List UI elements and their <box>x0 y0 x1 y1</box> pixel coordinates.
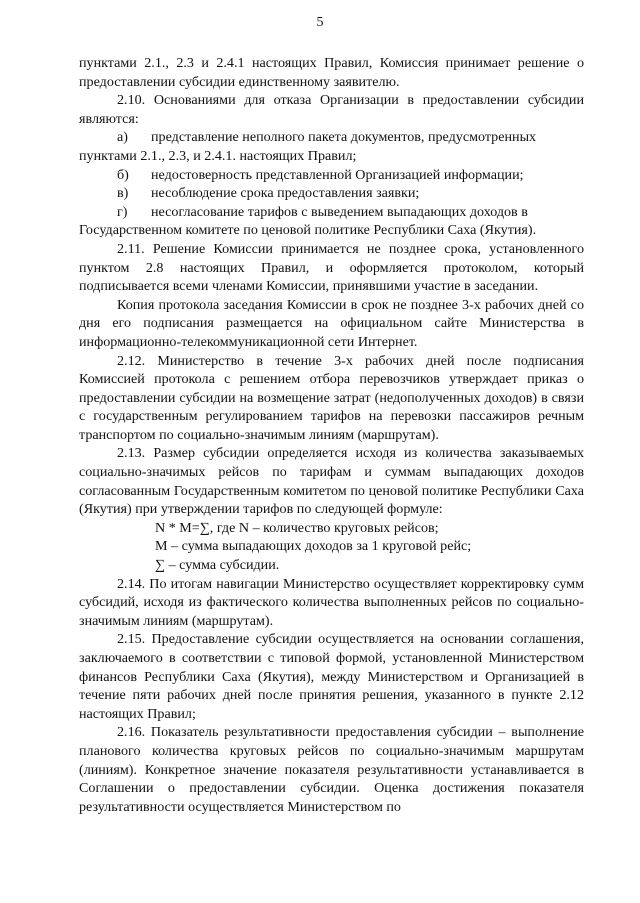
formula-line: N * M=∑, где N – количество круговых рейсов; <box>155 519 439 536</box>
paragraph-2-9-end: пунктами 2.1., 2.3 и 2.4.1 настоящих Правил, Комиссия принимает решение о предоставлении субсидии единственному заявителю. <box>79 55 584 90</box>
paragraph-2-11: 2.11. Решение Комиссии принимается не позднее срока, установленного пунктом 2.8 настоящих Правил, и оформляется протоколом, который подписывается всеми членами Комиссии, принявшими участие в заседании. <box>79 240 584 295</box>
formula-line: М – сумма выпадающих доходов за 1 круговой рейс; <box>155 538 472 555</box>
formula-line: ∑ – сумма субсидии. <box>155 557 280 574</box>
paragraph-2-15: 2.15. Предоставление субсидии осуществляется на основании соглашения, заключаемого в соответствии с типовой формой, установленной Министерством финансов Республики Саха (Якутия), между Министерством и Организацией в течение пяти рабочих дней после принятия решения, указанного в пункте 2.12 настоящих Правил; <box>79 631 584 722</box>
list-item-continuation: пунктами 2.1., 2.3, и 2.4.1. настоящих Правил; <box>79 147 357 164</box>
paragraph-2-13: 2.13. Размер субсидии определяется исходя из количества заказываемых социально-значимых рейсов по тарифам и суммам выпадающих доходов согласованным Государственным комитетом по ценовой политике Республики Саха (Якутия) при утверждении тарифов по следующей формуле: <box>79 445 584 518</box>
list-item-text: несогласование тарифов с выведением выпадающих доходов в <box>151 203 528 220</box>
list-item-a <box>79 128 584 165</box>
page-number: 5 <box>316 15 324 30</box>
paragraph-2-10: 2.10. Основаниями для отказа Организации в предоставлении субсидии являются: <box>79 92 584 127</box>
paragraph-2-12: 2.12. Министерство в течение 3-х рабочих дней после подписания Комиссией протокола с решением отбора перевозчиков утверждает приказ о предоставлении субсидии на возмещение затрат (недополученных доходов) в связи с государственным регулированием тарифов на перевозки пассажиров речным транспортом по социально-значимым линиям (маршрутам). <box>79 352 584 443</box>
list-item-text: несоблюдение срока предоставления заявки; <box>151 185 420 202</box>
list-marker: б) <box>117 166 129 183</box>
list-item-b <box>79 166 584 185</box>
list-item-g <box>79 203 584 240</box>
list-item-v <box>79 184 584 203</box>
paragraph-2-16: 2.16. Показатель результативности предоставления субсидии – выполнение планового количества круговых рейсов по социально-значимым маршрутам (линиям). Конкретное значение показателя результативности устанавливается в Соглашении о предоставлении субсидии. Оценка достижения показателя результативности осуществляется Министерством по <box>79 724 584 815</box>
paragraph-protocol-copy: Копия протокола заседания Комиссии в срок не позднее 3-х рабочих дней со дня его подписания размещается на официальном сайте Министерства в информационно-телекоммуникационной сети Интернет. <box>79 296 584 350</box>
list-item-continuation: Государственном комитете по ценовой политике Республики Саха (Якутия). <box>79 222 537 239</box>
list-marker: г) <box>117 203 128 220</box>
document-body <box>79 54 584 816</box>
paragraph-2-14: 2.14. По итогам навигации Министерство осуществляет корректировку сумм субсидий, исходя из фактического количества выполненных рейсов по социально-значимым линиям (маршрутам). <box>79 575 584 629</box>
list-item-text: представление неполного пакета документов, предусмотренных <box>151 129 537 146</box>
list-marker: а) <box>117 129 128 146</box>
list-item-text: недостоверность представленной Организацией информации; <box>151 166 524 183</box>
list-marker: в) <box>117 185 129 202</box>
